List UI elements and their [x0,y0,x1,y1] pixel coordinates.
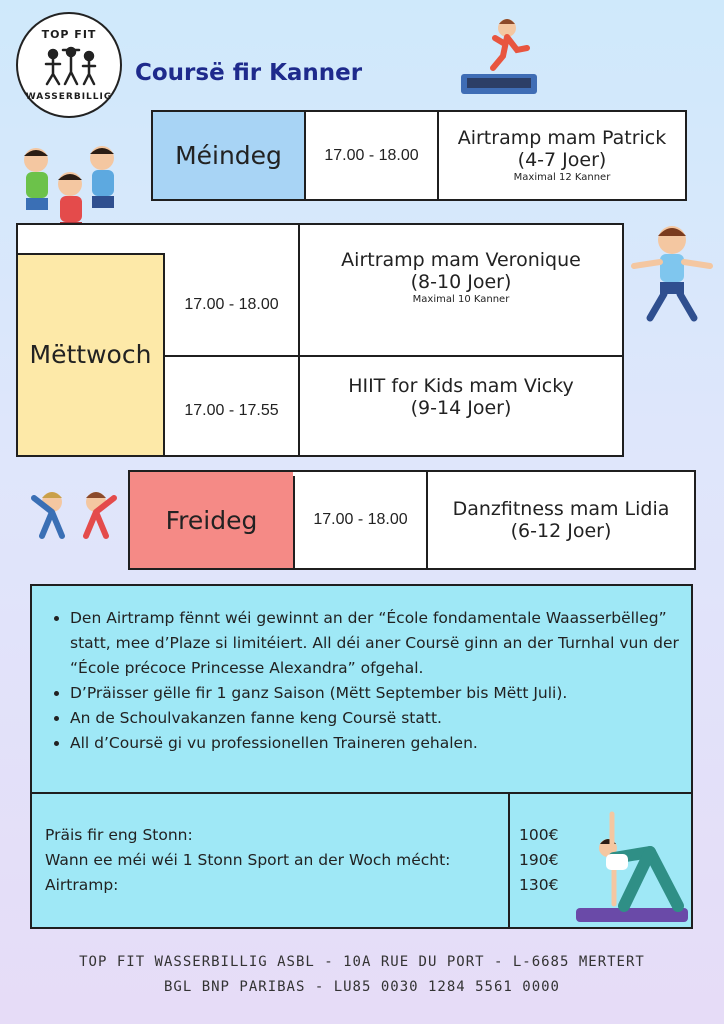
monday-course-note: Maximal 12 Kanner [513,172,611,183]
yoga-pose-illustration [572,808,692,926]
price-label-hour: Präis fir eng Stonn: [45,826,193,844]
monday-day-label: Méindeg [175,141,282,170]
monday-course [439,112,685,199]
monday-time: 17.00 - 18.00 [324,146,419,164]
wednesday-slot2-course-ages: (9-14 Joer) [410,397,512,419]
boy-stretching-illustration [630,218,714,324]
friday-course-ages: (6-12 Joer) [510,520,612,542]
price-label-airtramp: Airtramp: [45,876,119,894]
price-label-multi: Wann ee méi wéi 1 Stonn Sport an der Woch mécht: [45,851,451,869]
wednesday-day-cell [18,253,163,455]
info-item: • All d’Coursë gi vu professionellen Traineren gehalen. [70,731,700,756]
wednesday-slot1-course [300,225,622,329]
page-title: Coursë fir Kanner [135,60,363,86]
monday-day-cell [153,112,304,199]
logo-top-text: TOP FIT [41,28,97,41]
wednesday-row [16,223,624,457]
wednesday-slot2-time: 17.00 - 17.55 [184,402,279,419]
friday-course [428,472,694,568]
footer-address: TOP FIT WASSERBILLIG ASBL - 10A RUE DU PORT - L-6685 MERTERT [79,954,645,970]
friday-day-label: Freideg [165,505,258,535]
wednesday-slot1-course-ages: (8-10 Joer) [410,270,512,293]
logo-bottom-text: WASSERBILLIG [25,92,113,102]
info-item: • Den Airtramp fënnt wéi gewinnt an der “École fondamentale Waasserbëlleg” statt, mee d’Plaze si limitéiert. All déi aner Coursë ginn an der Turnhal vun der “École précoce Princesse Alexandra” ofgehal. [70,606,700,681]
friday-time: 17.00 - 18.00 [313,511,408,528]
wednesday-day-label: Mëttwoch [29,339,152,369]
friday-course-name: Danzfitness mam Lidia [452,498,670,520]
wednesday-slot1-course-name: Airtramp mam Veronique [341,248,581,271]
wednesday-slot1-time: 17.00 - 18.00 [184,296,279,313]
footer-bank: BGL BNP PARIBAS - LU85 0030 1284 5561 0000 [163,979,560,995]
price-value-hour: 100€ [519,826,559,844]
friday-row [128,470,696,570]
wednesday-slot1-course-note: Maximal 10 Kanner [412,293,510,305]
price-value-airtramp: 130€ [519,876,559,894]
monday-row [151,110,687,201]
kids-cartwheel-illustration [22,478,126,548]
monday-course-ages: (4-7 Joer) [517,149,607,171]
wednesday-slot2-course-name: HIIT for Kids mam Vicky [348,375,574,397]
price-value-multi: 190€ [519,851,559,869]
info-item: • D’Präisser gëlle fir 1 ganz Saison (Mëtt September bis Mëtt Juli). [70,681,700,706]
info-item: • An de Schoulvakanzen fanne keng Coursë statt. [70,706,700,731]
club-logo [16,12,122,118]
monday-course-name: Airtramp mam Patrick [457,127,667,149]
wednesday-slot2-course [300,345,622,449]
gymnast-figures-icon [43,46,99,86]
friday-day-cell [130,472,293,568]
trampoline-kid-illustration [455,14,545,100]
info-list [32,606,700,756]
info-box [30,584,693,929]
